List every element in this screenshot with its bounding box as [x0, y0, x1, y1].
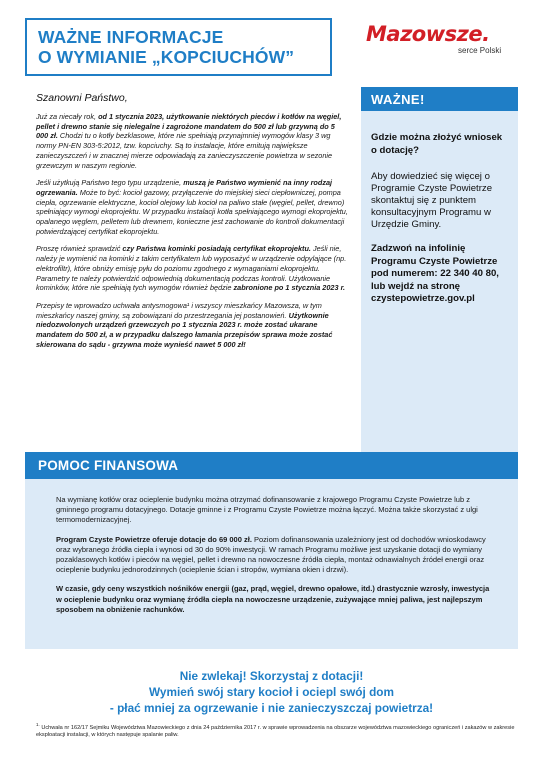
page-title-line1: WAŻNE INFORMACJE [38, 27, 224, 47]
text-run: Program Czyste Powietrze oferuje dotacje do 69 000 zł. [56, 534, 252, 544]
sidebar-text: Aby dowiedzieć się więcej o Programie Czyste Powietrze skontaktuj się z punktem konsultacyjnym Programu w Urzędzie Gminy. [371, 171, 493, 230]
text-run: Użytkownie niedozwolonych urządzeń grzewczych po 1 stycznia 2023 r. może zostać ukarane mandatem do 500 zł, a w przypadku dalszego łamania przepisów sprawa może zostać skierowana do sądu - grzywna może wynieść nawet 5 000 zł! [36, 310, 333, 349]
financial-paragraph-3 [56, 584, 496, 615]
sidebar-body [361, 111, 518, 306]
cta-line-1: Nie zwlekaj! Skorzystaj z dotacji! [179, 669, 364, 683]
text-run: od 1 stycznia 2023, użytkowanie niektórych pieców i kotłów na węgiel, pellet i drewno stanie się nielegalne i zagrożone mandatem do 500 zł lub grzywną do 5 000 zł. [36, 112, 342, 141]
logo-wordmark [366, 22, 516, 46]
important-sidebar [361, 87, 518, 453]
text-run: muszą je Państwo wymienić na inny rodzaj ogrzewania. [36, 178, 333, 197]
sidebar-heading: WAŻNE! [361, 87, 518, 111]
text-run: Na wymianę kotłów oraz ocieplenie budynku można otrzymać dofinansowanie z krajowego Programu Czyste Powietrze lub z gminnego programu dotacyjnego. Dotacje gminne i z Programu Czyste Powietrze można łączyć. Można także skorzystać z ulgi termomodernizacyjnej. [56, 495, 478, 525]
text-run: Przepisy te wprowadzo uchwała antysmogowa¹ i wszyscy mieszkańcy Mazowsza, w tym mieszkańcy naszej gminy, są zobowiązani do przestrzegania jej postanowień. [36, 300, 322, 320]
text-run: Może to być: kocioł gazowy, przyłączenie do miejskiej sieci ciepłowniczej, pompa ciepła, ogrzewanie elektryczne, kocioł olejowy lub kocioł na paliwo stałe (węgiel, pellet, drewno) spełniający wymogi ekoprojektu. W przypadku instalacji kotła spełniającego wymogi ekoprojektu, opalanego węglem, pelletem lub drewnem, konieczne jest zachowanie do kontroli dokumentacji potwierdzającej certyfikat ekoprojektu. [36, 187, 348, 236]
cta-line-2: Wymień swój stary kocioł i ociepl swój dom [149, 685, 394, 699]
text-run: czy Państwa kominki posiadają certyfikat ekoprojektu. [122, 244, 311, 254]
page-title-line2: O WYMIANIE „KOPCIUCHÓW” [38, 47, 295, 67]
footnote-text: Uchwała nr 162/17 Sejmiku Województwa Mazowieckiego z dnia 24 października 2017 r. w sprawie wprowadzenia na obszarze województwa mazowieckiego ograniczeń i zakazów w zakresie eksploatacji instalacji, w których następuje spalanie paliw. [36, 724, 515, 739]
mazowsze-logo [366, 22, 516, 72]
intro-paragraph-1 [36, 112, 348, 170]
text-run: Jeśli nie, należy je wymienić na kominki z takim certyfikatem lub wyposażyć w urządzenie odpylające (np. elektrofiltr), które obniży emisję pyłu do poziomu zgodnego z wymaganiami ekoprojektu. Parametry te należy potwierdzić odpowiednią dokumentacją podczas kontroli. Użytkowanie kominków, które nie spełniają tych wymogów również będzie [36, 244, 347, 293]
greeting: Szanowni Państwo, [36, 92, 128, 104]
financial-heading: POMOC FINANSOWA [38, 458, 179, 473]
financial-paragraph-2 [56, 535, 496, 576]
intro-paragraph-3 [36, 244, 348, 293]
footnote [36, 721, 516, 740]
text-run: Już za niecały rok, [36, 112, 99, 121]
financial-paragraph-1 [56, 495, 496, 526]
logo-tagline: serce Polski [458, 46, 502, 55]
intro-paragraph-2 [36, 178, 348, 236]
logo-word: Mazowsze. [366, 22, 490, 46]
footnote-mark: 1. [36, 722, 40, 727]
sidebar-hotline: Zadzwoń na infolinię Programu Czyste Powietrze pod numerem: 22 340 40 80, lub wejdź na stronę czystepowietrze.gov.pl [371, 243, 499, 304]
intro-section [36, 92, 348, 357]
financial-body [56, 495, 496, 624]
financial-section [25, 479, 518, 649]
text-run: zabronione po 1 stycznia 2023 r. [233, 283, 346, 293]
intro-paragraph-4 [36, 301, 348, 350]
call-to-action [25, 668, 518, 716]
text-run: Chodzi tu o kotły bezklasowe, które nie spełniają przynajmniej wymogów klasy 3 wg normy PN-EN 303-5:2012, tzw. kopciuchy. Są to instalacje, które emitują największe zanieczyszczeń i w znacznej mierze odpowiadają za zanieczyszczenie powietrza w sezonie grzewczym w naszym regionie. [36, 131, 333, 170]
text-run: W czasie, gdy ceny wszystkich nośników energii (gaz, prąd, węgiel, drewno opałowe, itd.) drastycznie wzrosły, inwestycja w ocieplenie budynku oraz wymianę źródła ciepła na nowoczesne urządzenie, zużywające mniej paliwa, jest najlepszym sposobem na obniżenie rachunków. [56, 584, 490, 614]
title-box [25, 18, 332, 76]
text-run: Proszę również sprawdzić [36, 244, 123, 254]
financial-heading-band [25, 452, 518, 479]
cta-line-3: - płać mniej za ogrzewanie i nie zanieczyszczaj powietrza! [109, 701, 434, 715]
text-run: Poziom dofinansowania uzależniony jest od dochodów wnioskodawcy oraz wybranego źródła ciepła i wynosi od 30 do 90% inwestycji. W ramach Programu możliwe jest uzyskanie dotacji do wymiany pozaklasowych kotłów i pieców na węgiel, pellet i drewno na nowoczesne źródła ciepła, montaż odnawialnych źródeł energii oraz ocieplenie budynku jednorodzinnych (ocieplenie ścian i stropów, wymiana okien i drzwi). [56, 534, 486, 575]
text-run: Jeśli użytkują Państwo tego typu urządzenie, [36, 178, 184, 188]
sidebar-question: Gdzie można złożyć wniosek o dotację? [371, 132, 503, 156]
